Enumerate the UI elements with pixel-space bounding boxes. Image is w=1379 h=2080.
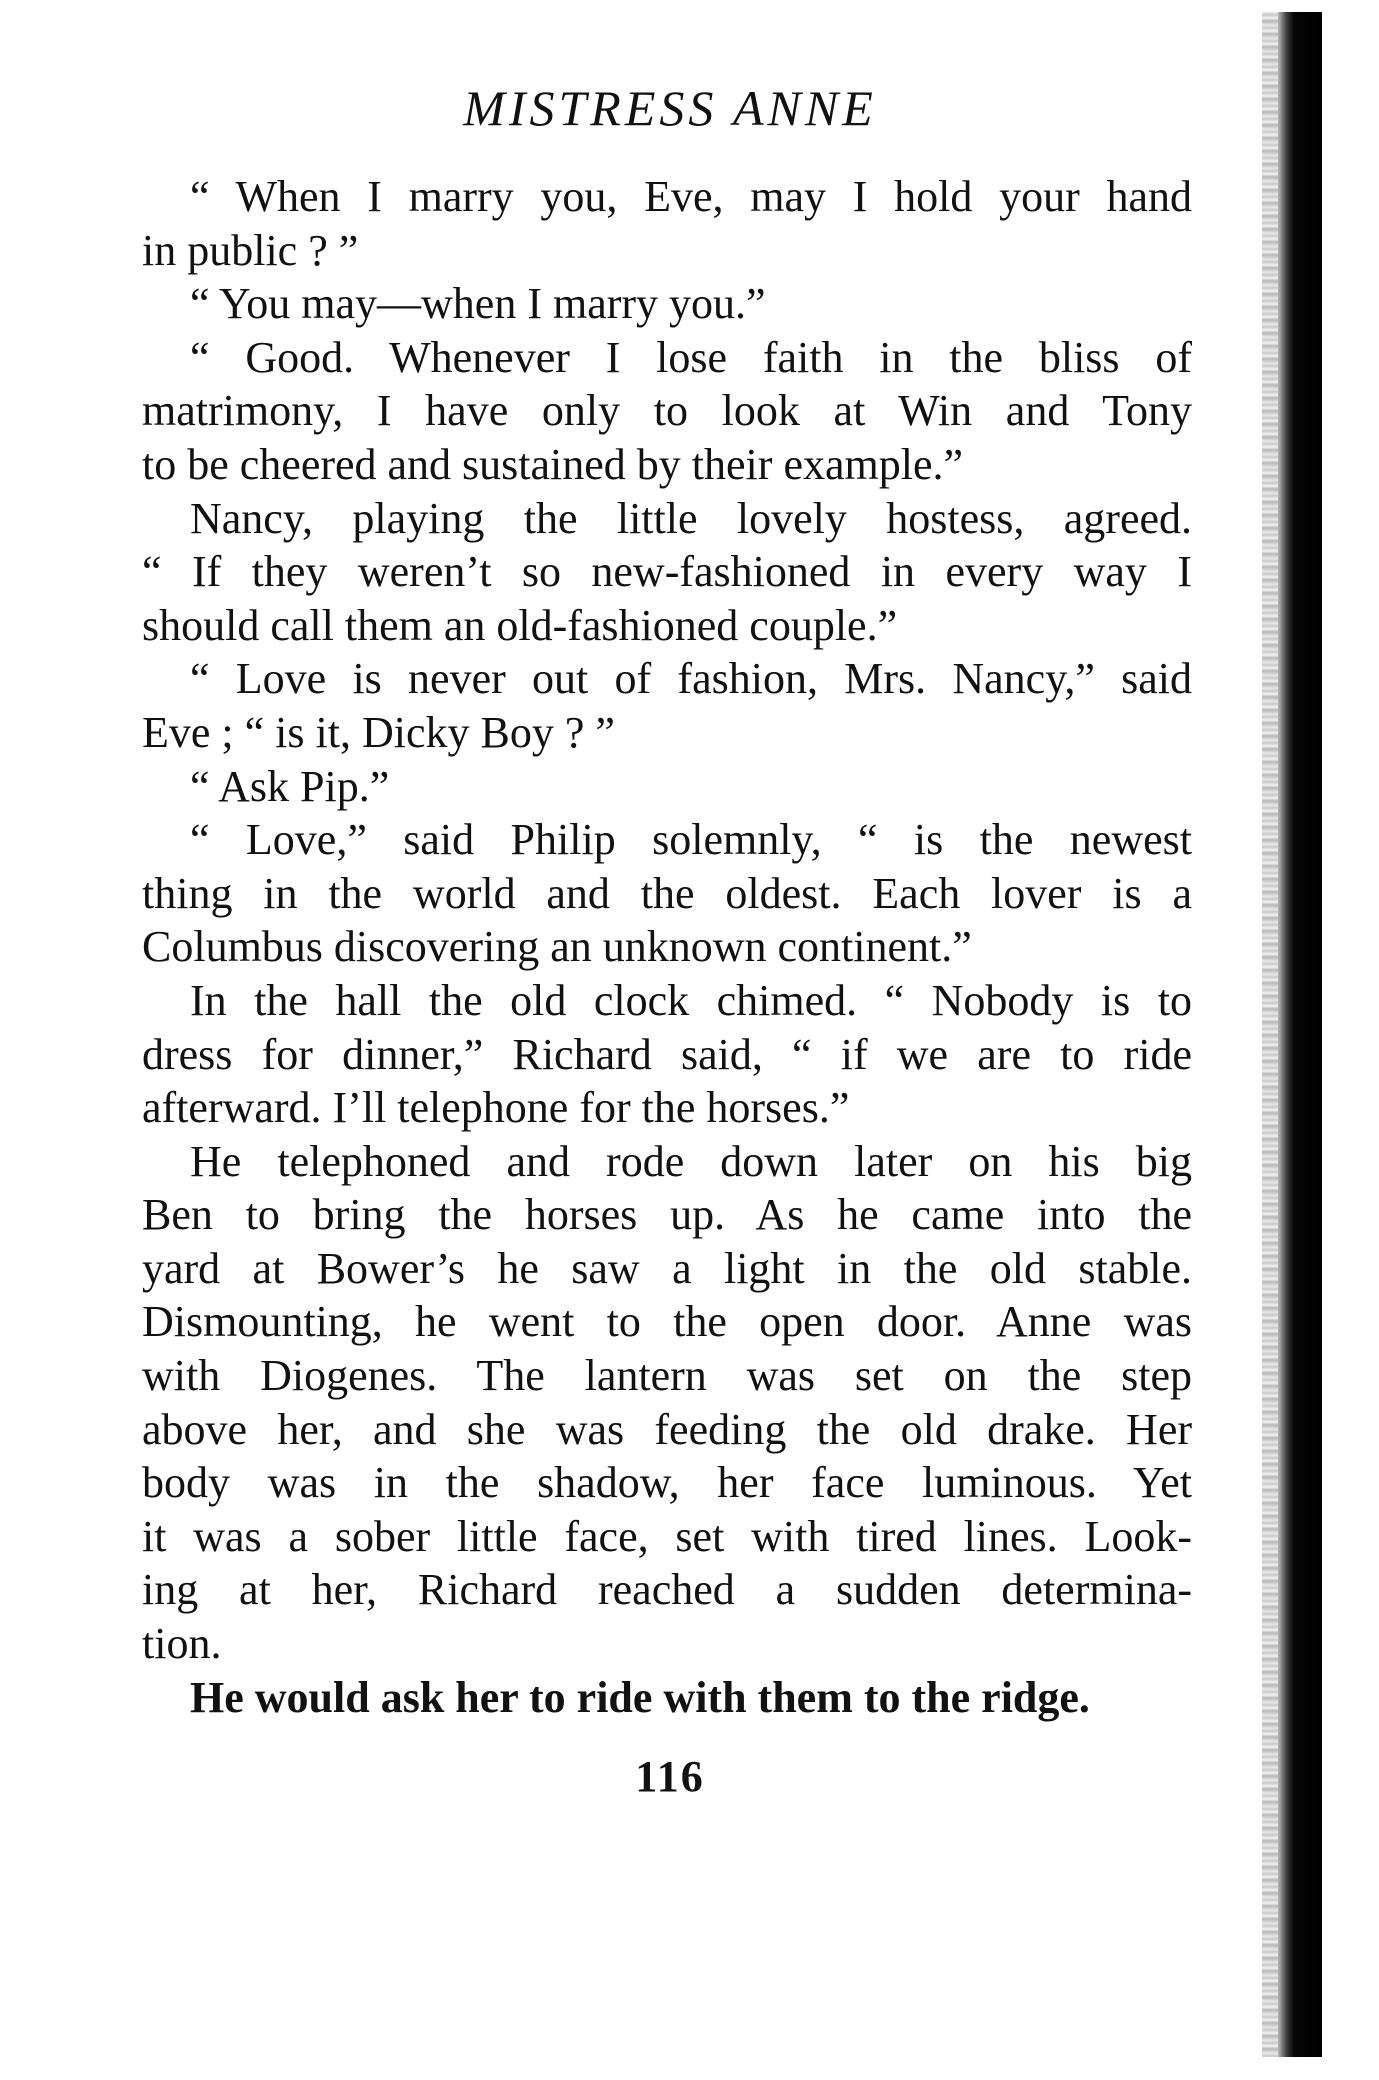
text-line: above her, and she was feeding the old drake. Her bbox=[142, 1404, 1192, 1454]
text-line: to be cheered and sustained by their example.” bbox=[142, 439, 964, 489]
text-line: In the hall the old clock chimed. “ Nobody is to bbox=[190, 975, 1192, 1025]
text-line: He would ask her to ride with them to the ridge. bbox=[190, 1672, 1090, 1722]
text-line: Columbus discovering an unknown continent.” bbox=[142, 922, 972, 972]
text-line: Eve ; “ is it, Dicky Boy ? ” bbox=[142, 707, 615, 757]
text-line: He telephoned and rode down later on his big bbox=[190, 1136, 1192, 1186]
text-line: “ Ask Pip.” bbox=[190, 761, 390, 811]
text-line: it was a sober little face, set with tired lines. Look- bbox=[142, 1511, 1192, 1561]
text-line: should call them an old-fashioned couple.” bbox=[142, 600, 898, 650]
text-line: yard at Bower’s he saw a light in the old stable. bbox=[142, 1243, 1192, 1293]
text-line: “ Love,” said Philip solemnly, “ is the newest bbox=[190, 815, 1192, 865]
text-line: “ You may—when I marry you.” bbox=[190, 279, 766, 329]
text-line: “ Good. Whenever I lose faith in the bliss of bbox=[190, 332, 1192, 382]
text-line: “ Love is never out of fashion, Mrs. Nancy,” said bbox=[190, 654, 1192, 704]
text-line: “ When I marry you, Eve, may I hold your hand bbox=[190, 172, 1192, 221]
binding-gutter-shadow bbox=[1278, 12, 1322, 2057]
text-line: thing in the world and the oldest. Each lover is a bbox=[142, 868, 1192, 918]
text-line: Dismounting, he went to the open door. Anne was bbox=[142, 1297, 1192, 1347]
text-line: “ If they weren’t so new-fashioned in every way I bbox=[142, 547, 1192, 597]
text-line: in public ? ” bbox=[142, 225, 359, 275]
page-number: 116 bbox=[635, 1752, 705, 1801]
running-head: MISTRESS ANNE bbox=[463, 80, 877, 136]
text-line: ing at her, Richard reached a sudden determina- bbox=[142, 1565, 1192, 1615]
body-text bbox=[142, 170, 1192, 1724]
text-line: afterward. I’ll telephone for the horses.” bbox=[142, 1083, 850, 1133]
text-line: Ben to bring the horses up. As he came into the bbox=[142, 1190, 1192, 1240]
text-line: dress for dinner,” Richard said, “ if we are to ride bbox=[142, 1029, 1192, 1079]
text-line: with Diogenes. The lantern was set on the step bbox=[142, 1351, 1192, 1401]
text-line: matrimony, I have only to look at Win and Tony bbox=[142, 386, 1192, 436]
text-line: body was in the shadow, her face luminous. Yet bbox=[142, 1458, 1192, 1508]
text-line: Nancy, playing the little lovely hostess, agreed. bbox=[190, 493, 1192, 543]
text-line: tion. bbox=[142, 1619, 222, 1669]
